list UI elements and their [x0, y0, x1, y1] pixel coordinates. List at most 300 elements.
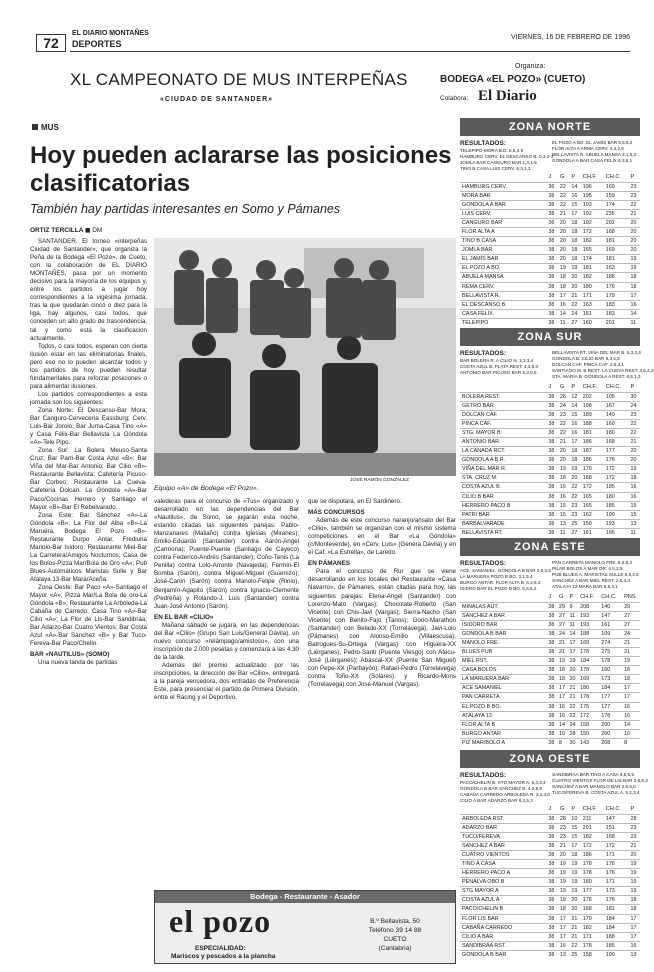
- stat-cell: 186: [581, 437, 604, 446]
- advert-address: B.º Bellavista, 50: [370, 918, 420, 925]
- team-name: HAMBURG CERV.: [460, 182, 546, 191]
- table-row: [460, 318, 640, 327]
- stat-cell: 27: [569, 528, 580, 537]
- stat-cell: 38: [546, 859, 557, 868]
- paper-name: EL DIARIO MONTAÑES: [72, 30, 149, 37]
- team-name: CUATRO VIENTOS: [460, 850, 546, 859]
- stat-cell: 19: [628, 878, 640, 887]
- stat-cell: 36: [546, 218, 557, 227]
- team-name: TELEPIPO: [460, 318, 546, 327]
- paragraph: Los partidos correspondientes a esta jornada son los siguientes:: [30, 390, 147, 406]
- stat-cell: 180: [581, 282, 604, 291]
- stat-cell: 163: [604, 264, 629, 273]
- stat-cell: 18: [628, 905, 640, 914]
- stat-cell: 38: [546, 510, 557, 519]
- paragraph: Además del premio actualizado por las inscripciones, la dirección del Bar «Cilio», entregará a la pareja vencedora, dos entradas de Preferencia Este, para presenciar el partido de Primera División, entre el Racing y el Deportivo,: [154, 661, 299, 702]
- standings-table: [460, 173, 640, 328]
- stat-cell: 20: [628, 227, 640, 236]
- stat-cell: 165: [581, 501, 604, 510]
- stat-cell: 21: [557, 638, 568, 647]
- stat-cell: 17: [628, 932, 640, 941]
- result-line: BAR BOLERA R. A CILIO N. 2,3,3,4: [460, 358, 534, 363]
- stat-cell: 21: [569, 932, 580, 941]
- team-name: PIZ MAR/BOLO A: [460, 738, 546, 747]
- stat-cell: 26: [558, 392, 569, 401]
- stat-cell: 163: [581, 300, 604, 309]
- stat-cell: 38: [546, 666, 557, 675]
- stat-cell: 38: [546, 227, 557, 236]
- stat-cell: 168: [604, 227, 629, 236]
- stat-cell: 11: [568, 611, 579, 620]
- col-header: CH.F.: [580, 594, 595, 601]
- stat-cell: 169: [578, 638, 599, 647]
- results-left: [460, 358, 550, 376]
- stat-cell: 21: [569, 914, 580, 923]
- stat-cell: 38: [546, 638, 557, 647]
- stat-cell: 176: [604, 282, 629, 291]
- stat-cell: 16: [569, 419, 580, 428]
- team-name: BURGO ANTAR: [460, 729, 546, 738]
- paragraph: Zona Este: Bar Sánchez «A»-La Góndola «B»; La Flor del Alba «B»-La Maruéra, Bodega El Pozo «B»-Restaurante Durpo Antar, Frediuria Manolo-Bar Isidoro; Restaurante Miel-Bar La Carretera/Amigos Nocturnos; Casa de los Bolos-Pizza Mar/Bola de Oro «A»; Pub Blues-Automáticos Maristas Sulle y Bar Atalaya 13-Bar Mara/Aceña.: [30, 511, 147, 583]
- stat-cell: 171: [604, 878, 629, 887]
- team-name: BLUES PUB: [460, 647, 546, 656]
- stat-cell: 17: [558, 291, 569, 300]
- table-row: [460, 841, 640, 850]
- advert-contact: [345, 917, 445, 953]
- col-header: P: [630, 384, 635, 391]
- stat-cell: 176: [604, 869, 629, 878]
- stat-cell: 147: [599, 611, 622, 620]
- stat-cell: 178: [581, 941, 604, 950]
- stat-cell: 19: [569, 859, 580, 868]
- stat-cell: 18: [558, 282, 569, 291]
- advert-specialty: Mariscos y pescados a la plancha: [171, 953, 276, 960]
- stat-cell: 17: [628, 291, 640, 300]
- stat-cell: 150: [578, 729, 599, 738]
- stat-cell: 38: [546, 191, 557, 200]
- stat-cell: 38: [546, 832, 557, 841]
- stat-cell: 17: [569, 209, 580, 218]
- article: [30, 118, 456, 968]
- table-row: [460, 941, 640, 950]
- paragraph: SANTANDER. El torneo «interpeñas Ciudad de Santander», que organiza la Peña de la Bodega «El Pozo», de Cueto, con la colaboración de EL DIARIO MONTAÑES, pasa por un momento decisivo para la mayoría de los equipos y, entre los partidos a jugar hoy correspondientes a la vigésima jornada, tras la que quedarán cinco o diez para la liga, hay algunos, casi todos, que conceden un alto grado de trascendencia, tal y como está la clasificación actualmente.: [30, 238, 147, 342]
- team-name: VIÑA DEL MAR R.: [460, 465, 546, 474]
- stat-cell: 183: [604, 300, 629, 309]
- stat-cell: 11: [628, 318, 640, 327]
- page-number: 72: [36, 34, 66, 52]
- stat-cell: 15: [569, 823, 580, 832]
- table-row: [460, 419, 640, 428]
- table-row: [460, 300, 640, 309]
- stat-cell: 19: [628, 465, 640, 474]
- stat-cell: 38: [546, 447, 557, 456]
- col-header: P: [571, 384, 576, 391]
- stat-cell: 176: [604, 896, 629, 905]
- stat-cell: 18: [628, 896, 640, 905]
- stat-cell: 38: [546, 209, 557, 218]
- team-name: ACE SAMANIEL: [460, 684, 546, 693]
- stat-cell: 38: [546, 850, 557, 859]
- table-row: [460, 501, 640, 510]
- col-header: CH.C.: [605, 384, 621, 391]
- stat-cell: 202: [581, 392, 604, 401]
- stat-cell: 23: [628, 410, 640, 419]
- stat-cell: 22: [558, 191, 569, 200]
- stat-cell: 184: [599, 684, 622, 693]
- stat-cell: 193: [578, 620, 599, 629]
- stat-cell: 8: [557, 738, 568, 747]
- zone-sur: [460, 328, 654, 537]
- stat-cell: 178: [599, 711, 622, 720]
- stat-cell: 20: [628, 246, 640, 255]
- stat-cell: 140: [604, 410, 629, 419]
- stat-cell: 16: [558, 300, 569, 309]
- advert-province: (Cantabria): [378, 945, 412, 952]
- stat-cell: 178: [578, 666, 599, 675]
- stat-cell: 201: [604, 318, 629, 327]
- stat-cell: 175: [578, 702, 599, 711]
- table-row: [460, 392, 640, 401]
- stat-cell: 165: [581, 492, 604, 501]
- table-row: [460, 437, 640, 446]
- stat-cell: 18: [558, 896, 569, 905]
- stat-cell: 16: [628, 941, 640, 950]
- stat-cell: 22: [569, 300, 580, 309]
- stat-cell: 187: [581, 447, 604, 456]
- stat-cell: 188: [604, 932, 629, 941]
- result-line: PACO/CHELIN B. STG MAYOR A. 5,3,3,4: [460, 780, 546, 785]
- stat-cell: 23: [628, 182, 640, 191]
- stat-cell: 184: [604, 914, 629, 923]
- stat-cell: 18: [558, 474, 569, 483]
- team-name: CASA BOLOS: [460, 666, 546, 675]
- team-name: PAN CARRETA: [460, 693, 546, 702]
- stat-cell: 195: [604, 528, 629, 537]
- team-name: COSTA AZUL B: [460, 483, 546, 492]
- table-row: [460, 200, 640, 209]
- byline-role: DM: [92, 227, 103, 234]
- stat-cell: 27: [622, 611, 640, 620]
- subheading: EN EL BAR «CILIO»: [154, 613, 214, 621]
- stat-cell: 38: [546, 602, 557, 611]
- team-name: CASA FELIX: [460, 309, 546, 318]
- stat-cell: 17: [622, 693, 640, 702]
- stat-cell: 21: [569, 291, 580, 300]
- col-header: PNS: [624, 594, 636, 601]
- stat-cell: 38: [546, 492, 557, 501]
- stat-cell: 16: [622, 711, 640, 720]
- stat-cell: 208: [599, 738, 622, 747]
- stat-cell: 21: [558, 437, 569, 446]
- col-header: J: [548, 594, 552, 601]
- result-line: EL POZO A BO. EL JAMÍS BAR 6,5,5,2: [552, 140, 633, 145]
- stat-cell: 202: [604, 218, 629, 227]
- stat-cell: 27: [569, 318, 580, 327]
- stat-cell: 14: [622, 720, 640, 729]
- stat-cell: 171: [604, 850, 629, 859]
- stat-cell: 185: [604, 483, 629, 492]
- stat-cell: 20: [568, 666, 579, 675]
- stat-cell: 38: [546, 291, 557, 300]
- stat-cell: 172: [604, 474, 629, 483]
- stat-cell: 16: [628, 492, 640, 501]
- team-name: STG MAYOR A: [460, 887, 546, 896]
- table-row: [460, 492, 640, 501]
- stat-cell: 180: [604, 492, 629, 501]
- stat-cell: 19: [558, 859, 569, 868]
- stat-cell: 182: [581, 832, 604, 841]
- stat-cell: 18: [569, 850, 580, 859]
- stat-cell: 20: [558, 447, 569, 456]
- stat-cell: 184: [604, 923, 629, 932]
- stat-cell: 38: [546, 941, 557, 950]
- table-row: [460, 401, 640, 410]
- col-header: P: [571, 174, 576, 181]
- stat-cell: 25: [569, 519, 580, 528]
- stat-cell: 178: [581, 869, 604, 878]
- team-name: COSTA AZUL A: [460, 896, 546, 905]
- stat-cell: 182: [581, 923, 604, 932]
- stat-cell: 19: [557, 657, 568, 666]
- stat-cell: 38: [546, 657, 557, 666]
- stat-cell: 14: [568, 629, 579, 638]
- stat-cell: 22: [628, 428, 640, 437]
- table-row: [460, 878, 640, 887]
- zone-norte: [460, 118, 640, 326]
- zone-este: [460, 538, 640, 746]
- stat-cell: 22: [569, 941, 580, 950]
- zone-oeste: [460, 750, 648, 966]
- col-header: CH.C.: [605, 174, 621, 181]
- result-line: TELEPIPO-MORA B.D. 5,5,4-0: [460, 148, 524, 153]
- stat-cell: 16: [628, 483, 640, 492]
- standings-table: [460, 593, 640, 748]
- advert-town: CUETO: [383, 936, 407, 943]
- stat-cell: 173: [599, 675, 622, 684]
- standings-table: [460, 383, 640, 538]
- stat-cell: 17: [558, 923, 569, 932]
- team-name: PACO/CHELIN B: [460, 905, 546, 914]
- stat-cell: 14: [557, 720, 568, 729]
- standings-table: [460, 805, 640, 960]
- stat-cell: 38: [546, 237, 557, 246]
- stat-cell: 15: [569, 832, 580, 841]
- kicker-text: MUS: [41, 123, 59, 132]
- stat-cell: 28: [558, 814, 569, 823]
- stat-cell: 29: [622, 602, 640, 611]
- stat-cell: 16: [558, 941, 569, 950]
- stat-cell: 159: [604, 191, 629, 200]
- stat-cell: 180: [604, 428, 629, 437]
- col-header: P: [571, 806, 576, 813]
- result-line: SANCHEZ A BAR MIEL REST. 2,5,4,3: [552, 578, 630, 583]
- team-name: ARBOLEDA RST.: [460, 814, 546, 823]
- stat-cell: 38: [546, 823, 557, 832]
- stat-cell: 21: [568, 693, 579, 702]
- stat-cell: 178: [599, 657, 622, 666]
- team-name: ANTONIO BAR: [460, 437, 546, 446]
- team-name: PINCA CAF.: [460, 419, 546, 428]
- stat-cell: 20: [569, 905, 580, 914]
- table-row: [460, 465, 640, 474]
- stat-cell: 165: [581, 246, 604, 255]
- col-header: CH.F.: [582, 174, 597, 181]
- header-rule: [70, 51, 630, 52]
- kicker-square-icon: [32, 124, 38, 130]
- stat-cell: 22: [568, 711, 579, 720]
- stat-cell: 38: [546, 264, 557, 273]
- stat-cell: 19: [569, 887, 580, 896]
- page-header: [22, 28, 632, 54]
- team-name: LA MARUERA BAR: [460, 675, 546, 684]
- stat-cell: 19: [628, 255, 640, 264]
- result-line: STA. MARÍA B. GONDOLA A REST. 6,5,1,3: [552, 374, 641, 379]
- team-name: TUCO/FEREVA: [460, 832, 546, 841]
- stat-cell: 10: [622, 729, 640, 738]
- banner-title: XL CAMPEONATO DE MUS INTERPEÑAS: [70, 70, 408, 89]
- stat-cell: 17: [568, 647, 579, 656]
- stat-cell: 38: [546, 878, 557, 887]
- table-row: [460, 474, 640, 483]
- stat-cell: 38: [546, 841, 557, 850]
- result-line: LA MARUERA POZO B BO. 3,1,5,4: [460, 574, 533, 579]
- team-name: SANCHEZ A BAR: [460, 611, 546, 620]
- stat-cell: 19: [569, 878, 580, 887]
- stat-cell: 22: [558, 182, 569, 191]
- stat-cell: 188: [604, 273, 629, 282]
- result-line: SANDIBRÁA BAR TINO A CASA 6,5,5,5: [552, 772, 634, 777]
- stat-cell: 16: [622, 702, 640, 711]
- stat-cell: 38: [546, 738, 557, 747]
- advert-specialty-label: ESPECIALIDAD:: [195, 945, 246, 952]
- team-name: EL POZO B BO.: [460, 702, 546, 711]
- col-header: CH.C.: [601, 594, 617, 601]
- team-name: BARBALVARADE: [460, 519, 546, 528]
- stat-cell: 174: [604, 200, 629, 209]
- stat-cell: 16: [558, 483, 569, 492]
- team-name: CILIO A BAR: [460, 932, 546, 941]
- table-row: [460, 657, 640, 666]
- stat-cell: 38: [546, 519, 557, 528]
- stat-cell: 11: [628, 528, 640, 537]
- stat-cell: 38: [546, 465, 557, 474]
- paragraph: Zona Sur: La Bolera Meuso-Santa Cruz; Bar Parri-Bar Costa Azul «B»; Bar Viña del Mar-Bar Antonio; Bar Cilio «B»-Restaurante Bellavista; Cafetería Picuso-Bar Corbeo; Restaurante La Cueva-Cafetería Dolcan. La Góndola «A»-Bar Paco/Cocinas Herrero y Santiago el Mayor «B»-Bar El Rebelvarado.: [30, 447, 147, 511]
- stat-cell: 274: [599, 638, 622, 647]
- stat-cell: 38: [546, 255, 557, 264]
- stat-cell: 186: [581, 456, 604, 465]
- stat-cell: 18: [628, 282, 640, 291]
- table-row: [460, 923, 640, 932]
- team-name: SANCHEZ A BAR: [460, 841, 546, 850]
- stat-cell: 275: [599, 647, 622, 656]
- result-line: TUCO/FEREVA B. COSTA AZUL A. 5,2,3,4: [552, 790, 640, 795]
- table-row: [460, 887, 640, 896]
- result-line: SANCHEZ A BAR MANOLO BAR 2,6,5,0: [552, 784, 636, 789]
- stat-cell: 13: [558, 950, 569, 959]
- team-name: GONDOLA A BAR: [460, 200, 546, 209]
- stat-cell: 22: [558, 428, 569, 437]
- stat-cell: 17: [557, 693, 568, 702]
- team-name: HERRERO PACO A: [460, 869, 546, 878]
- stat-cell: 38: [546, 629, 557, 638]
- stat-cell: 13: [558, 519, 569, 528]
- team-photo: [154, 238, 456, 476]
- stat-cell: 18: [628, 474, 640, 483]
- stat-cell: 38: [546, 905, 557, 914]
- stat-cell: 18: [558, 273, 569, 282]
- table-row: [460, 191, 640, 200]
- team-name: ISIDORO BAR: [460, 620, 546, 629]
- team-name: MORA BAR: [460, 191, 546, 200]
- stat-cell: 24: [558, 401, 569, 410]
- byline-name: ORTIZ TERCILLA: [30, 227, 84, 234]
- stat-cell: 20: [628, 447, 640, 456]
- subhead: También hay partidas interesantes en Somo y Pámanes: [30, 202, 341, 216]
- stat-cell: 12: [569, 392, 580, 401]
- stat-cell: 24: [628, 401, 640, 410]
- stat-cell: 15: [628, 501, 640, 510]
- stat-cell: 38: [546, 528, 557, 537]
- stat-cell: 159: [581, 519, 604, 528]
- paragraph: Para el concurso de Rur que se viene desarrollando en los locales del Restaurante «Casa Navarro», de Pámanes, están citadas para hoy, las siguientes parejas: Elena-Angel (Santander) con Lorenzo-Mato (Vargas); Chocolate-Roberto (San Vicente) con Chis-Javi (Vargas); Sierra-Nacho (San Vicente) con Benito-Fajo (Tanos); Gorio-Marathon (Santander) con Belado-XX (Torrelavega), Javi-Lolo (Pámanes) con Alonso-Emilio (Villaescusa); Batrogues-Su-Ortega (Vargas) con Higuera-XX (Liérganes), Pedro-Santi (Puente Viesgo) con Atecu-José (Liérganes); Abascal-XX (Puente San Miguel) con Pepe-XX (Parbayón); Rafael-Pedro (Torrelavega) contra Toño-XX (Solares) y Ricardo-Mons (Torrelavega) con José-Manuel (Vargas).: [308, 568, 456, 689]
- team-name: EL POZO A BO.: [460, 264, 546, 273]
- stat-cell: 20: [558, 218, 569, 227]
- result-line: GONDOLA B. CILIO BAR 6,3,4,3: [552, 356, 620, 361]
- stat-cell: 186: [581, 850, 604, 859]
- team-photo-image: [154, 238, 456, 476]
- zone-title: ZONA NORTE: [460, 118, 640, 136]
- stat-cell: 20: [558, 456, 569, 465]
- stat-cell: 190: [604, 510, 629, 519]
- stat-cell: 177: [604, 447, 629, 456]
- stat-cell: 147: [604, 814, 629, 823]
- paragraph: Todos, o casi todos, esperan con cierta ilusión estar en las eliminatorias finales, pero eso no lo pueden alcanzar todos y los partidos de hoy pueden resultar fundamentales para reforzar posiciones o para alimentar ilusiones.: [30, 342, 147, 390]
- stat-cell: 23: [628, 191, 640, 200]
- result-line: GONDOLA A BAR CASA FELIX 6,3,5,1: [552, 158, 633, 163]
- stat-cell: 172: [581, 227, 604, 236]
- stat-cell: 19: [569, 264, 580, 273]
- stat-cell: 38: [546, 273, 557, 282]
- results-label: RESULTADOS:: [460, 140, 506, 147]
- stat-cell: 38: [546, 483, 557, 492]
- banner-subtitle: «CIUDAD DE SANTANDER»: [160, 96, 274, 103]
- stat-cell: 11: [558, 528, 569, 537]
- team-name: PATRI BAR: [460, 510, 546, 519]
- stat-cell: 188: [578, 629, 599, 638]
- result-line: ACE. SAMANIEL. GONDOLA B BAR 2,6,3,5: [460, 568, 551, 573]
- stat-cell: 14: [628, 309, 640, 318]
- stat-cell: 158: [581, 950, 604, 959]
- stat-cell: 10: [557, 729, 568, 738]
- stat-cell: 38: [546, 246, 557, 255]
- stat-cell: 20: [569, 282, 580, 291]
- stat-cell: 182: [581, 237, 604, 246]
- col-header: G: [558, 594, 564, 601]
- stat-cell: 161: [581, 528, 604, 537]
- table-row: [460, 309, 640, 318]
- stat-cell: 18: [557, 666, 568, 675]
- stat-cell: 38: [546, 684, 557, 693]
- stat-cell: 172: [604, 465, 629, 474]
- stat-cell: 23: [569, 510, 580, 519]
- advert-top: [155, 891, 455, 903]
- result-line: ISIDRO BAR EL POZO B BO. 6,5,5,3: [460, 586, 537, 591]
- stat-cell: 19: [558, 465, 569, 474]
- col-header: J: [548, 384, 552, 391]
- stat-cell: 169: [604, 246, 629, 255]
- organiza-label: Organiza:: [515, 63, 546, 70]
- stat-cell: 19: [628, 859, 640, 868]
